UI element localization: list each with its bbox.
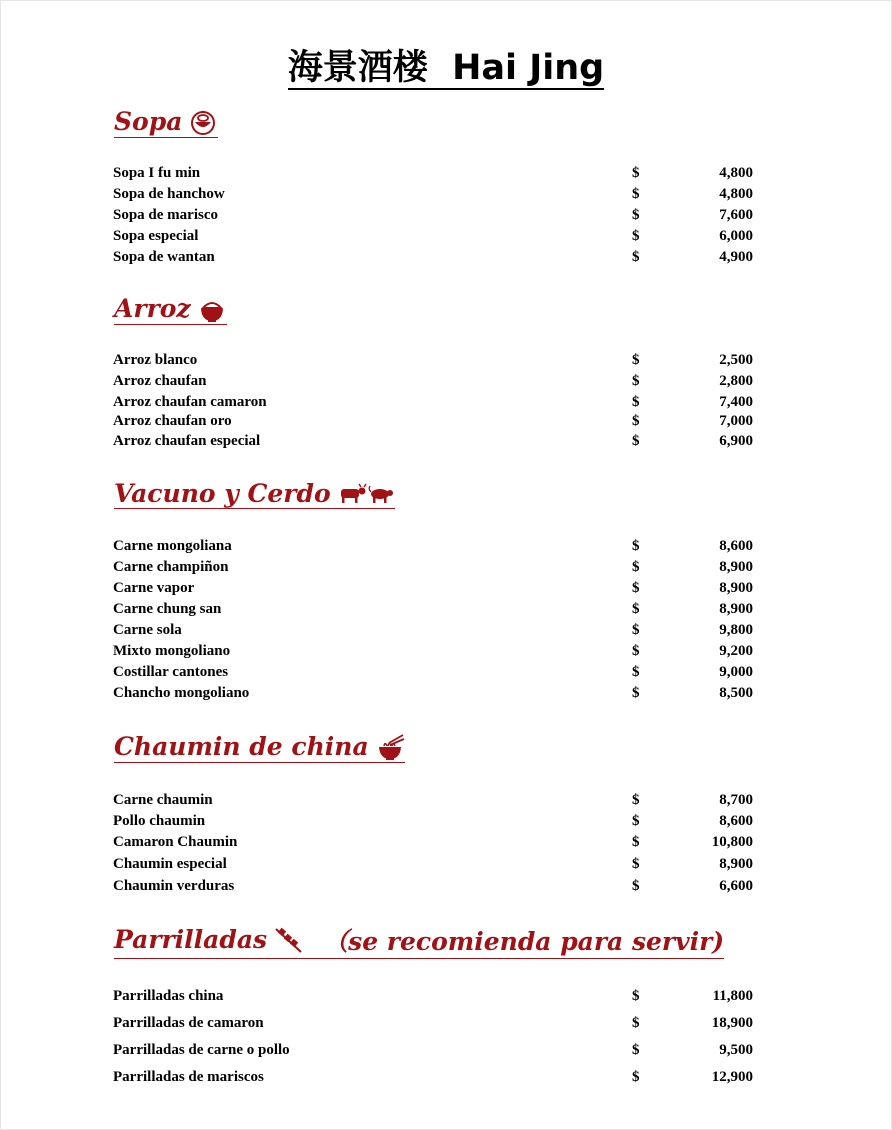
section-title: Arroz [114, 294, 191, 323]
menu-item [113, 622, 753, 642]
currency: $ [632, 538, 640, 554]
menu-item [113, 433, 753, 453]
menu-item [113, 988, 753, 1008]
currency: $ [632, 685, 640, 701]
item-name: Chancho mongoliano [113, 685, 250, 701]
item-price: 8,900 [719, 580, 753, 596]
item-price: 7,000 [719, 413, 753, 429]
item-price: 8,600 [719, 813, 753, 829]
menu-item [113, 413, 753, 433]
item-price: 4,800 [719, 186, 753, 202]
section-heading-vacuno-y-cerdo [114, 476, 395, 512]
menu-item [113, 664, 753, 684]
item-price: 6,900 [719, 433, 753, 449]
currency: $ [632, 878, 640, 894]
currency: $ [632, 1069, 640, 1085]
currency: $ [632, 580, 640, 596]
menu-item [113, 878, 753, 898]
menu-item [113, 352, 753, 372]
item-price: 9,200 [719, 643, 753, 659]
item-name: Carne chaumin [113, 792, 213, 808]
rice-bowl-icon [197, 294, 227, 324]
currency: $ [632, 813, 640, 829]
menu-item [113, 559, 753, 579]
item-name: Parrilladas china [113, 988, 224, 1004]
menu-item [113, 394, 753, 414]
currency: $ [632, 373, 640, 389]
item-name: Sopa de marisco [113, 207, 218, 223]
item-price: 8,900 [719, 856, 753, 872]
item-name: Chaumin verduras [113, 878, 235, 894]
item-name: Costillar cantones [113, 664, 229, 680]
item-name: Sopa de hanchow [113, 186, 225, 202]
skewer-icon [273, 926, 305, 954]
page-title [0, 44, 892, 92]
menu-item [113, 165, 753, 185]
item-name: Camaron Chaumin [113, 834, 238, 850]
currency: $ [632, 352, 640, 368]
item-price: 2,800 [719, 373, 753, 389]
item-price: 8,700 [719, 792, 753, 808]
menu-item [113, 685, 753, 705]
menu-item [113, 538, 753, 558]
item-name: Carne champiñon [113, 559, 229, 575]
currency: $ [632, 207, 640, 223]
item-name: Arroz chaufan camaron [113, 394, 267, 410]
item-price: 9,500 [719, 1042, 753, 1058]
currency: $ [632, 601, 640, 617]
currency: $ [632, 559, 640, 575]
item-name: Mixto mongoliano [113, 643, 231, 659]
item-price: 4,900 [719, 249, 753, 265]
item-name: Arroz chaufan especial [113, 433, 261, 449]
menu-item [113, 813, 753, 833]
item-price: 11,800 [712, 988, 753, 1004]
menu-item [113, 228, 753, 248]
menu-item [113, 601, 753, 621]
section-heading-sopa [114, 104, 218, 140]
currency: $ [632, 413, 640, 429]
menu-item [113, 856, 753, 876]
item-price: 6,600 [719, 878, 753, 894]
menu-item [113, 373, 753, 393]
item-price: 10,800 [711, 834, 753, 850]
cow-pig-icon [337, 482, 395, 506]
item-name: Carne mongoliana [113, 538, 232, 554]
menu-item [113, 580, 753, 600]
menu-item [113, 207, 753, 227]
section-title: Parrilladas [114, 925, 268, 954]
item-price: 18,900 [711, 1015, 753, 1031]
item-name: Carne vapor [113, 580, 195, 596]
item-price: 4,800 [719, 165, 753, 181]
item-price: 8,600 [719, 538, 753, 554]
section-title: Vacuno y Cerdo [114, 479, 331, 508]
item-price: 8,900 [719, 559, 753, 575]
menu-item [113, 186, 753, 206]
item-name: Parrilladas de mariscos [113, 1069, 264, 1085]
item-price: 8,900 [719, 601, 753, 617]
currency: $ [632, 1015, 640, 1031]
menu-item [113, 249, 753, 269]
item-name: Parrilladas de carne o pollo [113, 1042, 290, 1058]
currency: $ [632, 664, 640, 680]
item-price: 6,000 [719, 228, 753, 244]
currency: $ [632, 834, 640, 850]
menu-item [113, 1069, 753, 1089]
currency: $ [632, 228, 640, 244]
menu-item [113, 834, 753, 854]
item-price: 7,400 [719, 394, 753, 410]
currency: $ [632, 856, 640, 872]
section-title: Sopa [114, 107, 183, 136]
item-name: Arroz chaufan oro [113, 413, 232, 429]
menu-item [113, 792, 753, 812]
menu-item [113, 1042, 753, 1062]
section-heading-arroz [114, 291, 227, 327]
item-price: 12,900 [711, 1069, 753, 1085]
currency: $ [632, 394, 640, 410]
item-name: Arroz chaufan [113, 373, 207, 389]
currency: $ [632, 433, 640, 449]
item-name: Carne chung san [113, 601, 222, 617]
title-latin: Hai Jing [452, 48, 605, 88]
section-note: （se recomienda para servir) [323, 926, 725, 956]
section-heading-chaumin-de-china [114, 729, 405, 765]
currency: $ [632, 249, 640, 265]
item-price: 9,800 [719, 622, 753, 638]
currency: $ [632, 1042, 640, 1058]
noodle-bowl-icon [375, 732, 405, 762]
currency: $ [632, 792, 640, 808]
item-price: 9,000 [719, 664, 753, 680]
item-name: Carne sola [113, 622, 182, 638]
item-name: Chaumin especial [113, 856, 227, 872]
currency: $ [632, 186, 640, 202]
menu-item [113, 643, 753, 663]
item-name: Sopa I fu min [113, 165, 201, 181]
menu-item [113, 1015, 753, 1035]
section-title: Chaumin de china [114, 732, 369, 761]
item-name: Arroz blanco [113, 352, 198, 368]
soup-bowl-icon [188, 107, 218, 137]
item-name: Pollo chaumin [113, 813, 206, 829]
currency: $ [632, 643, 640, 659]
item-price: 8,500 [719, 685, 753, 701]
currency: $ [632, 165, 640, 181]
currency: $ [632, 622, 640, 638]
item-name: Sopa de wantan [113, 249, 215, 265]
currency: $ [632, 988, 640, 1004]
item-name: Parrilladas de camaron [113, 1015, 264, 1031]
section-heading-parrilladas [114, 922, 724, 958]
title-chinese: 海景酒楼 [287, 48, 428, 88]
item-name: Sopa especial [113, 228, 199, 244]
item-price: 7,600 [719, 207, 753, 223]
item-price: 2,500 [719, 352, 753, 368]
